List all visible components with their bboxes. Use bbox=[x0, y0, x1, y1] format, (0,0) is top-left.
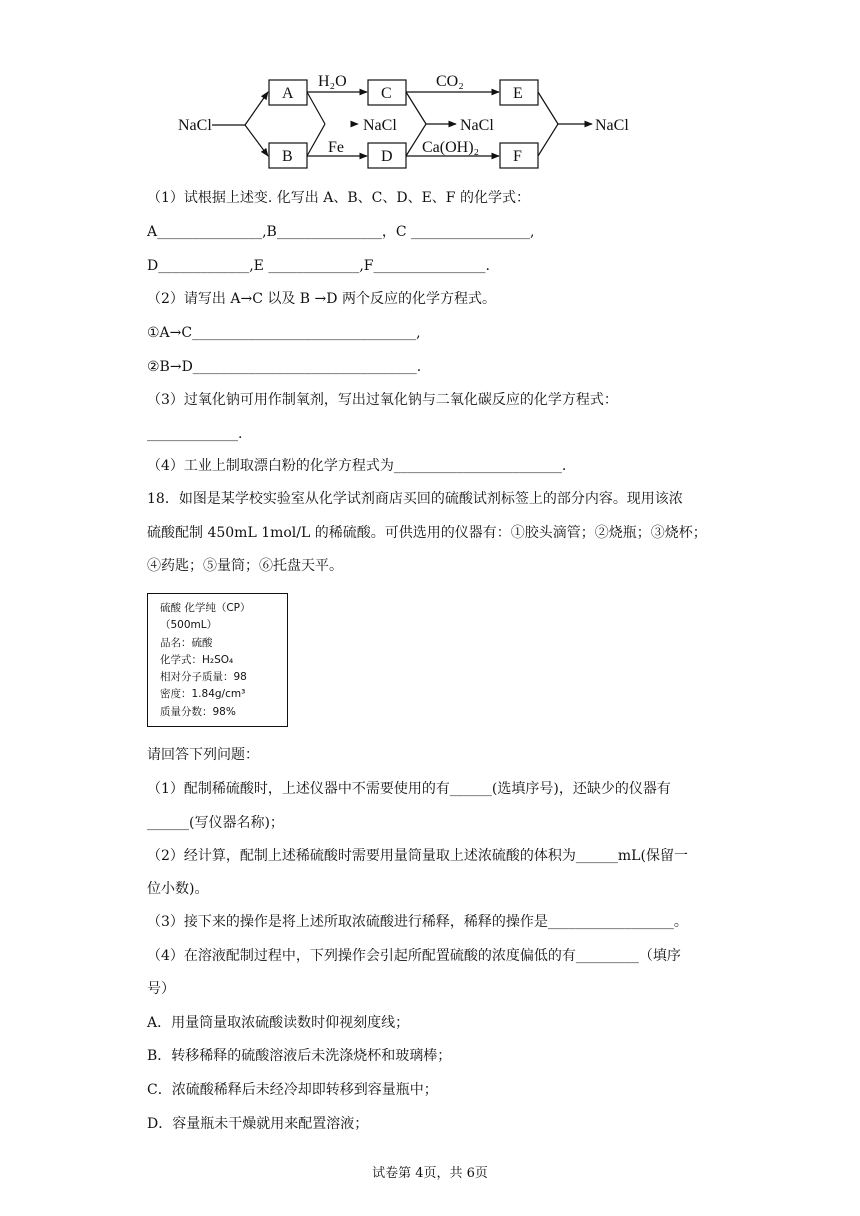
q18-intro-2: 硫酸配制 450mL 1mol/L 的稀硫酸。可供选用的仪器有：①胶头滴管；②烧瓶；③烧杯； bbox=[147, 525, 707, 541]
q18-sub4-a: （4）在溶液配制过程中，下列操作会引起所配置硫酸的浓度偏低的有_________（填序 bbox=[147, 948, 681, 964]
nacl-end: NaCl bbox=[595, 117, 629, 134]
q18-sub1-a: （1）配制稀硫酸时，上述仪器中不需要使用的有______(选填序号)，还缺少的仪器有 bbox=[147, 781, 671, 797]
reagent-label bbox=[147, 593, 288, 727]
label-line: 质量分数：98% bbox=[160, 705, 236, 718]
label-line: （500mL） bbox=[160, 619, 218, 632]
q17-part3: （3）过氧化钠可用作制氧剂，写出过氧化钠与二氧化碳反应的化学方程式： bbox=[147, 392, 618, 408]
q17-part3-blank: _____________. bbox=[147, 426, 243, 442]
reagent-h2o: H₂O bbox=[318, 73, 347, 90]
q17-part1: （1）试根据上述变. 化写出 A、B、C、D、E、F 的化学式： bbox=[147, 190, 530, 206]
label-line: 密度：1.84g/cm³ bbox=[160, 688, 246, 701]
reagent-caoh2: Ca(OH)₂ bbox=[422, 139, 480, 156]
q18-ask: 请回答下列问题： bbox=[147, 747, 259, 763]
q18-intro-1: 18．如图是某学校实验室从化学试剂商店买回的硫酸试剂标签上的部分内容。现用该浓 bbox=[147, 491, 683, 507]
q17-part1-blanks-1: A_______________,B_______________，C _________________, bbox=[147, 224, 535, 240]
label-line: 相对分子质量：98 bbox=[160, 671, 247, 684]
q17-part1-blanks-2: D_____________,E _____________,F________________. bbox=[147, 258, 490, 274]
q18-sub3: （3）接下来的操作是将上述所取浓硫酸进行稀释，稀释的操作是__________________。 bbox=[147, 914, 688, 930]
reagent-co2: CO₂ bbox=[436, 73, 464, 90]
box-b-label: B bbox=[282, 148, 293, 165]
label-line: 硫酸 化学纯（CP） bbox=[160, 602, 251, 614]
nacl-middle-2: NaCl bbox=[460, 117, 494, 134]
label-line: 化学式：H₂SO₄ bbox=[160, 653, 234, 666]
reagent-fe: Fe bbox=[328, 139, 344, 156]
box-a-label: A bbox=[282, 85, 294, 102]
q18-intro-3: ④药匙；⑤量筒；⑥托盘天平。 bbox=[147, 558, 343, 574]
q18-sub1-b: ______(写仪器名称)； bbox=[147, 815, 284, 831]
option-d: D．容量瓶未干燥就用来配置溶液； bbox=[147, 1116, 369, 1132]
option-c: C．浓硫酸稀释后未经冷却即转移到容量瓶中； bbox=[147, 1082, 438, 1098]
box-f-label: F bbox=[513, 148, 522, 165]
option-b: B．转移稀释的硫酸溶液后未洗涤烧杯和玻璃棒； bbox=[147, 1048, 452, 1064]
q17-part4: （4）工业上制取漂白粉的化学方程式为________________________. bbox=[147, 458, 567, 474]
page-footer: 试卷第 4页，共 6页 bbox=[372, 1166, 488, 1181]
q18-sub4-b: 号） bbox=[147, 981, 175, 997]
q17-part2: （2）请写出 A→C 以及 B →D 两个反应的化学方程式。 bbox=[147, 291, 496, 307]
q17-part2-blank-1: ①A→C________________________________, bbox=[147, 325, 421, 341]
nacl-start: NaCl bbox=[178, 117, 212, 134]
option-a: A．用量筒量取浓硫酸读数时仰视刻度线； bbox=[147, 1015, 410, 1031]
reaction-flow-diagram bbox=[170, 70, 650, 175]
box-e-label: E bbox=[513, 85, 523, 102]
box-d-label: D bbox=[381, 148, 393, 165]
box-c-label: C bbox=[381, 85, 392, 102]
nacl-middle: NaCl bbox=[363, 117, 397, 134]
label-line: 品名：硫酸 bbox=[160, 636, 213, 649]
q18-sub2-b: 位小数)。 bbox=[147, 881, 209, 897]
q18-sub2-a: （2）经计算，配制上述稀硫酸时需要用量筒量取上述浓硫酸的体积为______mL(保留一 bbox=[147, 848, 688, 864]
q17-part2-blank-2: ②B→D________________________________. bbox=[147, 359, 422, 375]
